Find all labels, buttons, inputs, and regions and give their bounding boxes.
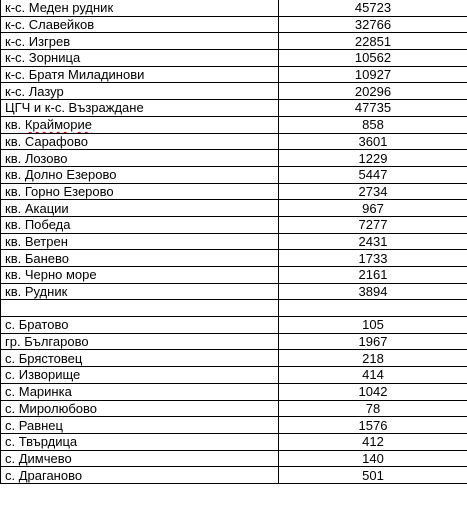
table-cell-value[interactable]: 1042 — [279, 383, 467, 400]
table-row — [1, 317, 467, 334]
table-cell-value[interactable]: 140 — [279, 450, 467, 467]
table-row — [1, 166, 467, 183]
table-cell-name[interactable]: ЦГЧ и к-с. Възраждане — [1, 100, 279, 117]
table-cell-name[interactable]: кв. Горно Езерово — [1, 183, 279, 200]
table-row — [1, 183, 467, 200]
table-row — [1, 250, 467, 267]
table-row — [1, 283, 467, 300]
spellcheck-flagged-word: Крайморие — [24, 117, 93, 133]
table-cell-value[interactable]: 1733 — [279, 250, 467, 267]
table-cell-value[interactable]: 45723 — [279, 0, 467, 16]
table-row — [1, 16, 467, 33]
table-row — [1, 267, 467, 284]
table-cell-value[interactable]: 10562 — [279, 50, 467, 67]
table-cell-value[interactable]: 7277 — [279, 216, 467, 233]
table-row — [1, 116, 467, 133]
table-cell-name[interactable] — [1, 116, 279, 133]
table-cell-name[interactable]: кв. Ветрен — [1, 233, 279, 250]
table-cell-name[interactable]: кв. Банево — [1, 250, 279, 267]
table-cell-name[interactable]: кв. Лозово — [1, 150, 279, 167]
table-cell-value[interactable]: 1576 — [279, 417, 467, 434]
table-cell-value[interactable]: 218 — [279, 350, 467, 367]
table-cell-name[interactable]: кв. Черно море — [1, 267, 279, 284]
table-cell-name[interactable]: с. Миролюбово — [1, 400, 279, 417]
table-cell-value[interactable]: 1229 — [279, 150, 467, 167]
table-row — [1, 400, 467, 417]
name-prefix: кв. — [5, 117, 25, 133]
table-row — [1, 383, 467, 400]
table-body — [1, 0, 467, 483]
table-cell-value[interactable]: 22851 — [279, 33, 467, 50]
table-cell-name[interactable]: кв. Сарафово — [1, 133, 279, 150]
table-row — [1, 216, 467, 233]
table-row — [1, 133, 467, 150]
table-row — [1, 417, 467, 434]
table-row — [1, 433, 467, 450]
table-cell-name[interactable]: кв. Долно Езерово — [1, 166, 279, 183]
table-cell-name[interactable]: с. Твърдица — [1, 433, 279, 450]
table-row — [1, 467, 467, 484]
table-row — [1, 83, 467, 100]
table-row — [1, 450, 467, 467]
table-cell-name[interactable]: с. Братово — [1, 317, 279, 334]
table-cell-value[interactable]: 2734 — [279, 183, 467, 200]
table-cell-value[interactable]: 2431 — [279, 233, 467, 250]
table-row — [1, 350, 467, 367]
table-cell-value[interactable]: 5447 — [279, 166, 467, 183]
table-cell-name[interactable]: кв. Акации — [1, 200, 279, 217]
table-cell-name[interactable]: гр. Българово — [1, 333, 279, 350]
table-cell-name[interactable] — [1, 300, 279, 317]
table-cell-value[interactable]: 47735 — [279, 100, 467, 117]
table-row — [1, 333, 467, 350]
table-row — [1, 150, 467, 167]
table-cell-value[interactable]: 105 — [279, 317, 467, 334]
table-row — [1, 66, 467, 83]
table-row — [1, 0, 467, 16]
table-row — [1, 233, 467, 250]
table-row — [1, 50, 467, 67]
table-cell-name[interactable]: кв. Рудник — [1, 283, 279, 300]
table-cell-value[interactable]: 3601 — [279, 133, 467, 150]
table-cell-value[interactable]: 414 — [279, 367, 467, 384]
table-cell-value[interactable]: 1967 — [279, 333, 467, 350]
table-row — [1, 200, 467, 217]
table-cell-value[interactable]: 20296 — [279, 83, 467, 100]
table-cell-value[interactable]: 501 — [279, 467, 467, 484]
table-cell-name[interactable]: к-с. Меден рудник — [1, 0, 279, 16]
table-cell-name[interactable]: к-с. Зорница — [1, 50, 279, 67]
table-cell-name[interactable]: кв. Победа — [1, 216, 279, 233]
table-cell-name[interactable]: с. Драганово — [1, 467, 279, 484]
table-row-empty — [1, 300, 467, 317]
table-row — [1, 33, 467, 50]
table-row — [1, 100, 467, 117]
table-cell-value[interactable]: 78 — [279, 400, 467, 417]
table-cell-name[interactable]: с. Брястовец — [1, 350, 279, 367]
table-cell-name[interactable]: к-с. Славейков — [1, 16, 279, 33]
table-cell-name[interactable]: к-с. Лазур — [1, 83, 279, 100]
table-cell-value[interactable]: 10927 — [279, 66, 467, 83]
table-cell-name[interactable]: с. Димчево — [1, 450, 279, 467]
table-cell-value[interactable]: 858 — [279, 116, 467, 133]
table-cell-value[interactable] — [279, 300, 467, 317]
table-cell-value[interactable]: 3894 — [279, 283, 467, 300]
table-cell-name[interactable]: к-с. Братя Миладинови — [1, 66, 279, 83]
table-cell-value[interactable]: 2161 — [279, 267, 467, 284]
table-cell-value[interactable]: 967 — [279, 200, 467, 217]
table-cell-name[interactable]: с. Изворище — [1, 367, 279, 384]
table-cell-value[interactable]: 32766 — [279, 16, 467, 33]
table-cell-value[interactable]: 412 — [279, 433, 467, 450]
table-cell-name[interactable]: с. Маринка — [1, 383, 279, 400]
table-cell-name[interactable]: с. Равнец — [1, 417, 279, 434]
table-cell-name[interactable]: к-с. Изгрев — [1, 33, 279, 50]
table-row — [1, 367, 467, 384]
